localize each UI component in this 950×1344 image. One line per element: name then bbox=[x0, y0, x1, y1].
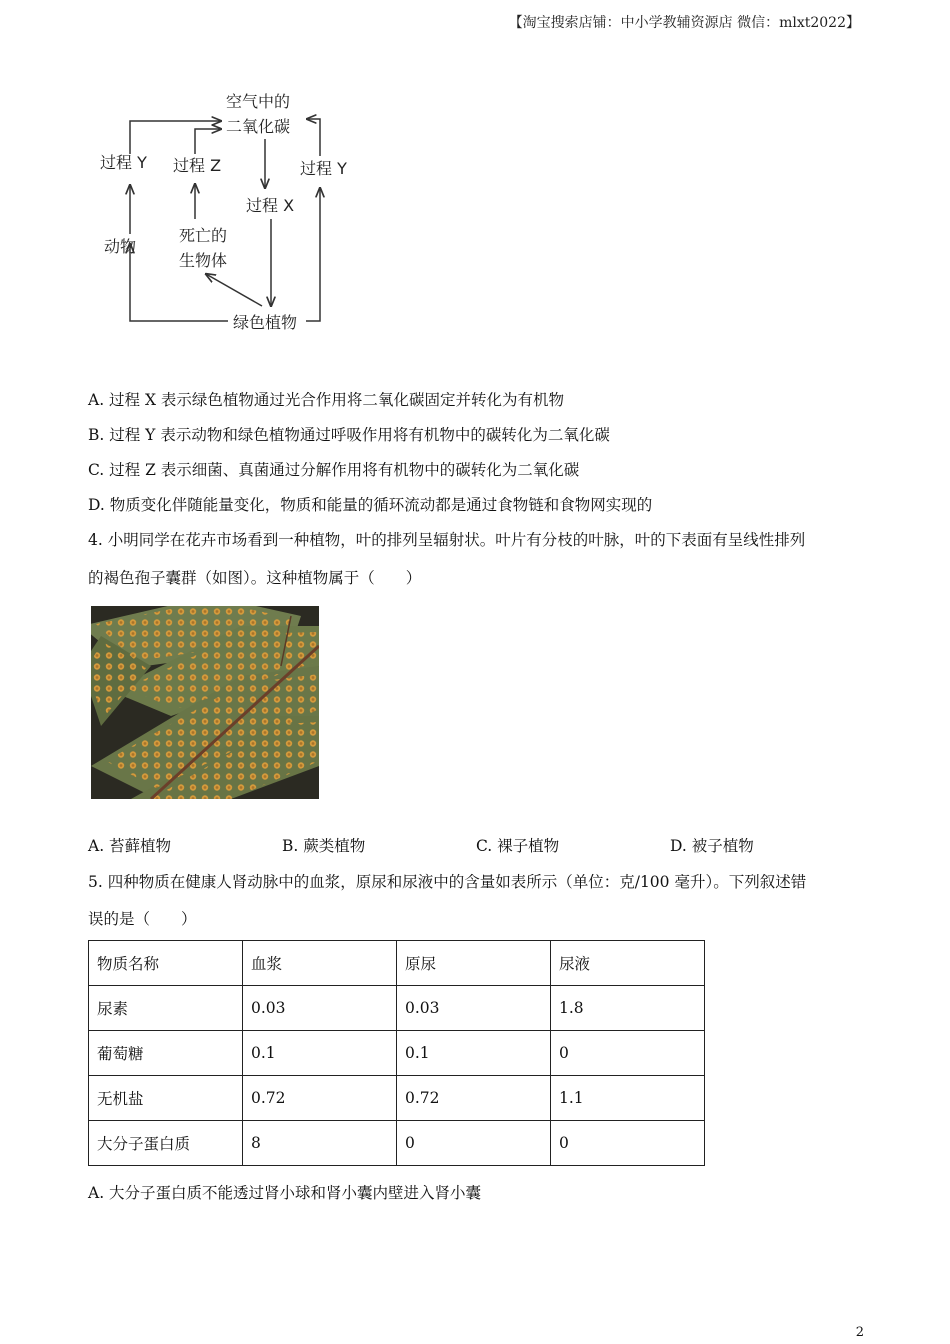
q4-option-a: A. 苔藓植物 bbox=[88, 837, 172, 855]
plants-to-process-y-right-arrow bbox=[306, 188, 320, 321]
table-row bbox=[89, 986, 705, 1031]
process-x-label: 过程 X bbox=[246, 196, 295, 215]
q5-option-a: A. 大分子蛋白质不能透过肾小球和肾小囊内壁进入肾小囊 bbox=[88, 1184, 482, 1202]
substance-content-table bbox=[88, 940, 705, 1166]
table-row bbox=[89, 1076, 705, 1121]
q3-option-d: D. 物质变化伴随能量变化，物质和能量的循环流动都是通过食物链和食物网实现的 bbox=[88, 496, 653, 514]
green-plants-label: 绿色植物 bbox=[233, 313, 298, 332]
header-cell: 原尿 bbox=[397, 941, 551, 986]
table-cell: 1.1 bbox=[551, 1076, 705, 1121]
fern-leaf-photo bbox=[91, 606, 319, 799]
header-cell: 血浆 bbox=[243, 941, 397, 986]
q4-option-c: C. 裸子植物 bbox=[476, 837, 560, 855]
dead-organisms-label-1: 死亡的 bbox=[179, 226, 228, 245]
table-cell: 8 bbox=[243, 1121, 397, 1166]
header-cell: 物质名称 bbox=[89, 941, 243, 986]
page-number: 2 bbox=[855, 1325, 864, 1340]
page-header: 【淘宝搜索店铺：中小学教辅资源店 微信：mlxt2022】 bbox=[508, 15, 860, 31]
table-cell: 大分子蛋白质 bbox=[89, 1121, 243, 1166]
process-z-to-co2-arrow bbox=[195, 129, 221, 154]
carbon-cycle-diagram bbox=[90, 84, 370, 344]
table-cell: 尿素 bbox=[89, 986, 243, 1031]
table-cell: 0.72 bbox=[397, 1076, 551, 1121]
process-y-right-label: 过程 Y bbox=[300, 159, 347, 178]
table-cell: 0 bbox=[551, 1121, 705, 1166]
table-cell: 0.1 bbox=[397, 1031, 551, 1076]
table-row bbox=[89, 1031, 705, 1076]
table-cell: 0.1 bbox=[243, 1031, 397, 1076]
dead-organisms-label-2: 生物体 bbox=[179, 251, 228, 270]
q5-stem-line2: 误的是（ ） bbox=[88, 910, 197, 928]
header-cell: 尿液 bbox=[551, 941, 705, 986]
process-y-left-label: 过程 Y bbox=[100, 153, 147, 172]
table-row bbox=[89, 1121, 705, 1166]
q4-option-b: B. 蕨类植物 bbox=[282, 837, 366, 855]
q3-option-a: A. 过程 X 表示绿色植物通过光合作用将二氧化碳固定并转化为有机物 bbox=[88, 391, 564, 409]
q4-stem-line2: 的褐色孢子囊群（如图）。这种植物属于（ ） bbox=[88, 569, 422, 587]
air-co2-label-2: 二氧化碳 bbox=[226, 117, 291, 136]
process-z-label: 过程 Z bbox=[173, 156, 222, 175]
air-co2-label-1: 空气中的 bbox=[226, 92, 291, 111]
table-cell: 0 bbox=[551, 1031, 705, 1076]
q3-option-c: C. 过程 Z 表示细菌、真菌通过分解作用将有机物中的碳转化为二氧化碳 bbox=[88, 461, 580, 479]
table-cell: 0.03 bbox=[397, 986, 551, 1031]
table-cell: 无机盐 bbox=[89, 1076, 243, 1121]
animals-label: 动物 bbox=[104, 237, 137, 256]
table-cell: 葡萄糖 bbox=[89, 1031, 243, 1076]
table-cell: 1.8 bbox=[551, 986, 705, 1031]
process-y-left-to-co2-arrow bbox=[130, 121, 221, 154]
q5-stem-line1: 5. 四种物质在健康人肾动脉中的血浆，原尿和尿液中的含量如表所示（单位：克/100 毫升）。下列叙述错 bbox=[88, 873, 807, 891]
q4-option-d: D. 被子植物 bbox=[670, 837, 754, 855]
process-y-right-to-co2-arrow bbox=[307, 119, 320, 156]
table-cell: 0.72 bbox=[243, 1076, 397, 1121]
table-cell: 0.03 bbox=[243, 986, 397, 1031]
q3-option-b: B. 过程 Y 表示动物和绿色植物通过呼吸作用将有机物中的碳转化为二氧化碳 bbox=[88, 426, 610, 444]
plants-to-dead-arrow bbox=[206, 274, 262, 306]
table-header-row bbox=[89, 941, 705, 986]
table-cell: 0 bbox=[397, 1121, 551, 1166]
q4-stem-line1: 4. 小明同学在花卉市场看到一种植物，叶的排列呈辐射状。叶片有分枝的叶脉，叶的下表面有呈线性排列 bbox=[88, 531, 806, 549]
